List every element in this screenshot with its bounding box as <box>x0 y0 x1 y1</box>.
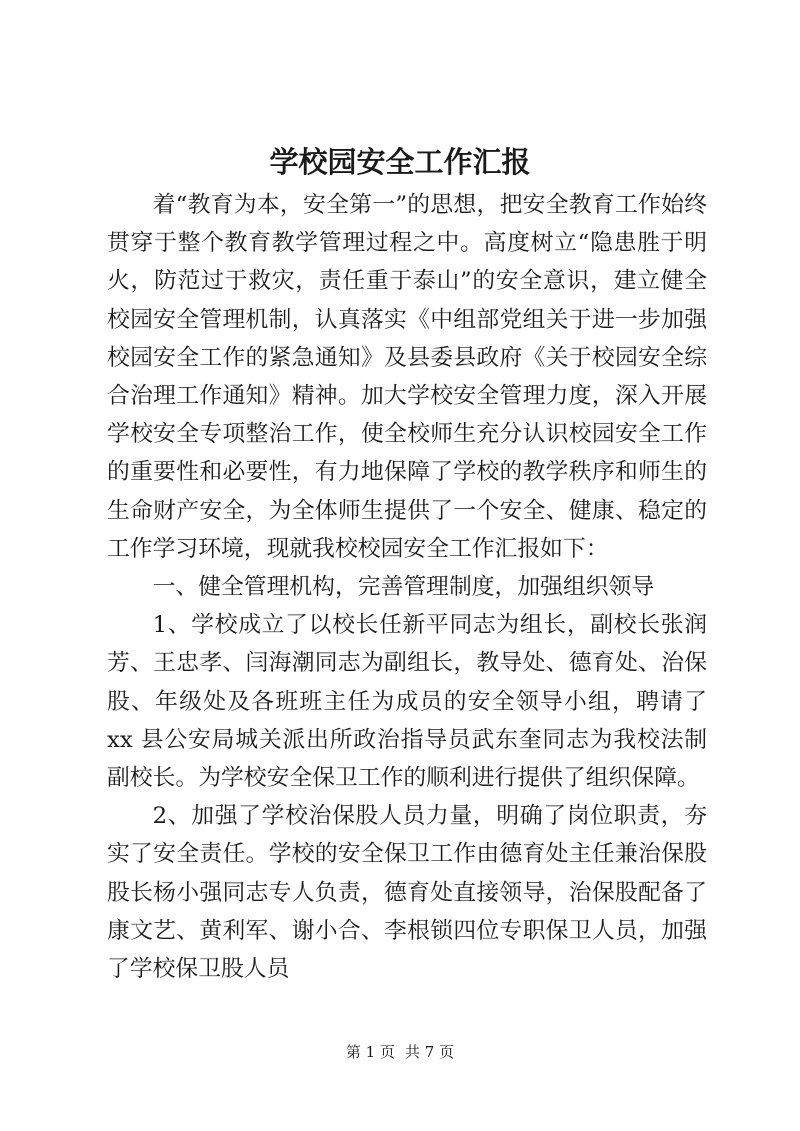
section-heading: 一、健全管理机构，完善管理制度，加强组织领导 <box>152 574 655 601</box>
paragraph-item-2: 2、加强了学校治保股人员力量，明确了岗位职责，夯实了安全责任。学校的安全保卫工作由德育处主任兼治保股股长杨小强同志专人负责，德育处直接领导，治保股配备了康文艺、黄利军、谢小合、李根锁四位专职保卫人员，加强了学校保卫股人员 <box>107 803 707 983</box>
paragraph-intro: 着“教育为本，安全第一”的思想，把安全教育工作始终贯穿于整个教育教学管理过程之中。高度树立“隐患胜于明火，防范过于救灾，责任重于泰山”的安全意识，建立健全校园安全管理机制，认真落实《中组部党组关于进一步加强校园安全工作的紧急通知》及县委县政府《关于校园安全综合治理工作通知》精神。加大学校安全管理力度，深入开展学校安全专项整治工作，使全校师生充分认识校园安全工作的重要性和必要性，有力地保障了学校的教学秩序和师生的生命财产安全，为全体师生提供了一个安全、健康、稳定的工作学习环境，现就我校校园安全工作汇报如下： <box>107 192 707 562</box>
page-footer <box>0 1042 800 1062</box>
page-number: 第 1 页 <box>345 1043 395 1061</box>
paragraph-item-1: 1、学校成立了以校长任新平同志为组长，副校长张润芳、王忠孝、闫海潮同志为副组长，教导处、德育处、治保股、年级处及各班班主任为成员的安全领导小组，聘请了 xx 县公安局城关派出所政治指导员武东奎同志为我校法制副校长。为学校安全保卫工作的顺利进行提供了组织保障。 <box>107 612 707 792</box>
document-body <box>107 186 707 988</box>
page-total: 共 7 页 <box>405 1043 455 1061</box>
document-title: 学校园安全工作汇报 <box>269 145 531 179</box>
